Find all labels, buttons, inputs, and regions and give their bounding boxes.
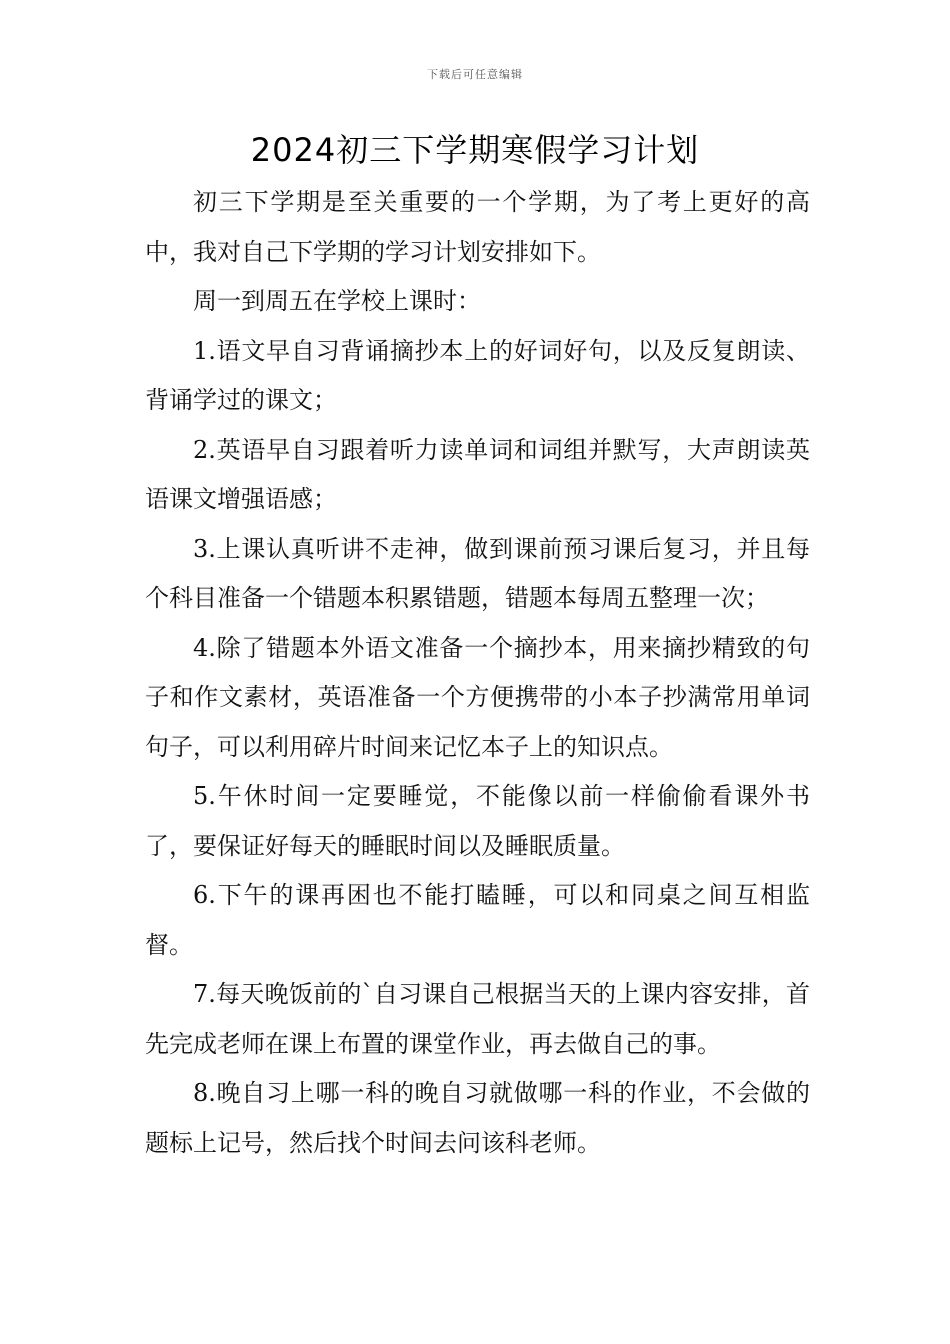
paragraph-item-4: 4.除了错题本外语文准备一个摘抄本，用来摘抄精致的句子和作文素材，英语准备一个方便携带的小本子抄满常用单词句子，可以利用碎片时间来记忆本子上的知识点。 xyxy=(145,633,810,761)
paragraph-weekday-heading: 周一到周五在学校上课时： xyxy=(193,287,481,315)
document-title: 2024初三下学期寒假学习计划 xyxy=(250,131,700,169)
document-body xyxy=(145,178,810,1168)
paragraph-item-2: 2.英语早自习跟着听力读单词和词组并默写，大声朗读英语课文增强语感； xyxy=(145,435,810,513)
paragraph-item-7: 7.每天晚饭前的`自习课自己根据当天的上课内容安排，首先完成老师在课上布置的课堂作业，再去做自己的事。 xyxy=(145,980,810,1058)
paragraph-intro: 初三下学期是至关重要的一个学期，为了考上更好的高中，我对自己下学期的学习计划安排如下。 xyxy=(145,188,810,266)
paragraph-item-6: 6.下午的课再困也不能打瞌睡，可以和同桌之间互相监督。 xyxy=(145,881,810,959)
header-note: 下载后可任意编辑 xyxy=(427,68,523,81)
paragraph-item-5: 5.午休时间一定要睡觉，不能像以前一样偷偷看课外书了，要保证好每天的睡眠时间以及睡眠质量。 xyxy=(145,782,810,860)
paragraph-item-1: 1.语文早自习背诵摘抄本上的好词好句，以及反复朗读、背诵学过的课文； xyxy=(145,336,810,414)
paragraph-item-3: 3.上课认真听讲不走神，做到课前预习课后复习，并且每个科目准备一个错题本积累错题，错题本每周五整理一次； xyxy=(145,534,810,612)
paragraph-item-8: 8.晚自习上哪一科的晚自习就做哪一科的作业，不会做的题标上记号，然后找个时间去问该科老师。 xyxy=(145,1079,810,1157)
